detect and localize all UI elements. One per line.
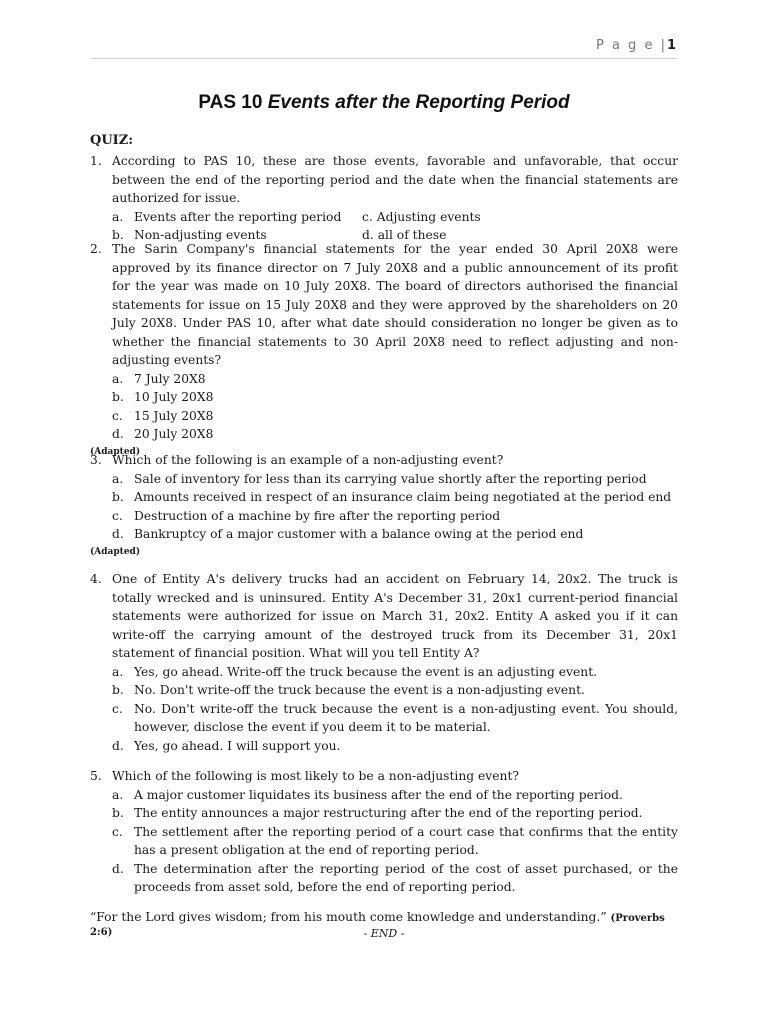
option-c: c. Adjusting events <box>362 209 481 224</box>
option-letter: a. <box>112 471 124 486</box>
option-letter: c. <box>112 701 123 716</box>
question-number: 1. <box>90 154 102 168</box>
question-1 <box>90 152 678 245</box>
option-b <box>112 388 678 407</box>
question-3 <box>90 451 678 559</box>
option-letter: a. <box>112 787 124 802</box>
option-a <box>112 470 678 489</box>
option-letter: d. <box>112 427 124 441</box>
option-text: No. Don't write-off the truck because the event is a non-adjusting event. You should, however, disclose the event if you deem it to be material. <box>134 701 678 734</box>
option-text: Destruction of a machine by fire after the reporting period <box>134 508 501 523</box>
option-text: 20 July 20X8 <box>134 427 214 441</box>
option-text: No. Don't write-off the truck because the event is a non-adjusting event. <box>134 683 585 697</box>
question-4 <box>90 570 678 755</box>
option-text: Events after the reporting period <box>134 209 342 224</box>
option-a <box>112 786 678 805</box>
title-italic: Events after the Reporting Period <box>267 92 570 113</box>
quiz-label: QUIZ: <box>90 133 134 148</box>
question-number: 4. <box>90 572 102 586</box>
question-number: 5. <box>90 769 102 783</box>
option-d: d. all of these <box>362 228 447 242</box>
option-text: Amounts received in respect of an insurance claim being negotiated at the period end <box>134 490 672 504</box>
option-text: Non-adjusting events <box>134 228 267 242</box>
option-letter: b. <box>112 806 124 820</box>
question-5 <box>90 767 678 897</box>
option-letter: a. <box>112 371 124 386</box>
option-letter: c. <box>112 824 123 839</box>
option-letter: c. <box>112 508 123 523</box>
option-c <box>112 507 678 526</box>
option-text: The entity announces a major restructuring after the end of the reporting period. <box>134 806 643 820</box>
option-letter: d. <box>112 861 124 876</box>
option-c <box>112 823 678 860</box>
end-marker: - END - <box>363 927 405 940</box>
option-text: Yes, go ahead. Write-off the truck because the event is an adjusting event. <box>134 664 598 679</box>
option-text: Sale of inventory for less than its carrying value shortly after the reporting period <box>134 471 647 486</box>
title-prefix: PAS 10 <box>198 92 263 113</box>
question-2 <box>90 240 678 459</box>
question-stem: The Sarin Company's financial statements for the year ended 30 April 20X8 were approved by its finance director on 7 July 20X8 and a public announcement of its profit for the year was made on 10 July 20X8. The board of directors authorised the financial statements for issue on 15 July 20X8 and they were approved by the shareholders on 20 July 20X8. Under PAS 10, after what date should consideration no longer be given as to whether the financial statements to 30 April 20X8 need to reflect adjusting and non-adjusting events? <box>112 242 678 367</box>
option-d <box>112 737 678 756</box>
question-number: 2. <box>90 242 102 256</box>
option-text: 7 July 20X8 <box>134 371 206 386</box>
option-text: 15 July 20X8 <box>134 408 214 423</box>
option-text: The determination after the reporting period of the cost of asset purchased, or the proceeds from asset sold, before the end of reporting period. <box>134 861 678 894</box>
option-text: Yes, go ahead. I will support you. <box>134 738 341 753</box>
header-divider <box>90 58 678 59</box>
option-letter: b. <box>112 490 124 504</box>
adapted-note: (Adapted) <box>90 546 141 557</box>
question-number: 3. <box>90 453 102 467</box>
option-a <box>112 663 678 682</box>
document-title <box>90 92 678 114</box>
option-d <box>112 425 678 444</box>
option-text: 10 July 20X8 <box>134 390 214 404</box>
page-header: P a g e |1 <box>595 38 678 53</box>
quote-text: “For the Lord gives wisdom; from his mouth come knowledge and understanding.” <box>90 910 607 924</box>
option-a <box>112 208 362 227</box>
option-letter: a. <box>112 209 124 224</box>
option-c <box>112 700 678 737</box>
option-b <box>112 804 678 823</box>
question-stem: According to PAS 10, these are those events, favorable and unfavorable, that occur between the end of the reporting period and the date when the financial statements are authorized for issue. <box>112 154 678 205</box>
adapted-note: (Adapted) <box>90 446 141 457</box>
option-d <box>112 860 678 897</box>
option-letter: d. <box>112 527 124 541</box>
option-letter: b. <box>112 683 124 697</box>
question-stem: Which of the following is an example of a non-adjusting event? <box>112 453 504 467</box>
option-letter: c. <box>112 408 123 423</box>
option-a <box>112 370 678 389</box>
quote-reference: (Proverbs 2:6) <box>90 913 665 938</box>
page-number: 1 <box>666 38 678 53</box>
option-b <box>112 681 678 700</box>
option-letter: b. <box>112 390 124 404</box>
page-label: P a g e <box>595 38 655 53</box>
option-letter: a. <box>112 664 124 679</box>
option-c <box>112 407 678 426</box>
option-text: The settlement after the reporting period of a court case that confirms that the entity has a present obligation at the end of reporting period. <box>134 824 678 857</box>
option-letter: d. <box>112 738 124 753</box>
option-text: A major customer liquidates its business after the end of the reporting period. <box>134 787 623 802</box>
option-b <box>112 488 678 507</box>
option-d <box>112 525 678 544</box>
option-letter: b. <box>112 228 124 242</box>
option-text: Bankruptcy of a major customer with a balance owing at the period end <box>134 527 584 541</box>
question-stem: Which of the following is most likely to be a non-adjusting event? <box>112 769 519 783</box>
question-stem: One of Entity A's delivery trucks had an accident on February 14, 20x2. The truck is totally wrecked and is uninsured. Entity A's December 31, 20x1 current-period financial statements were authorized for issue on March 31, 20x2. Entity A asked you if it can write-off the carrying amount of the destroyed truck from its December 31, 20x1 statement of financial position. What will you tell Entity A? <box>112 572 678 660</box>
